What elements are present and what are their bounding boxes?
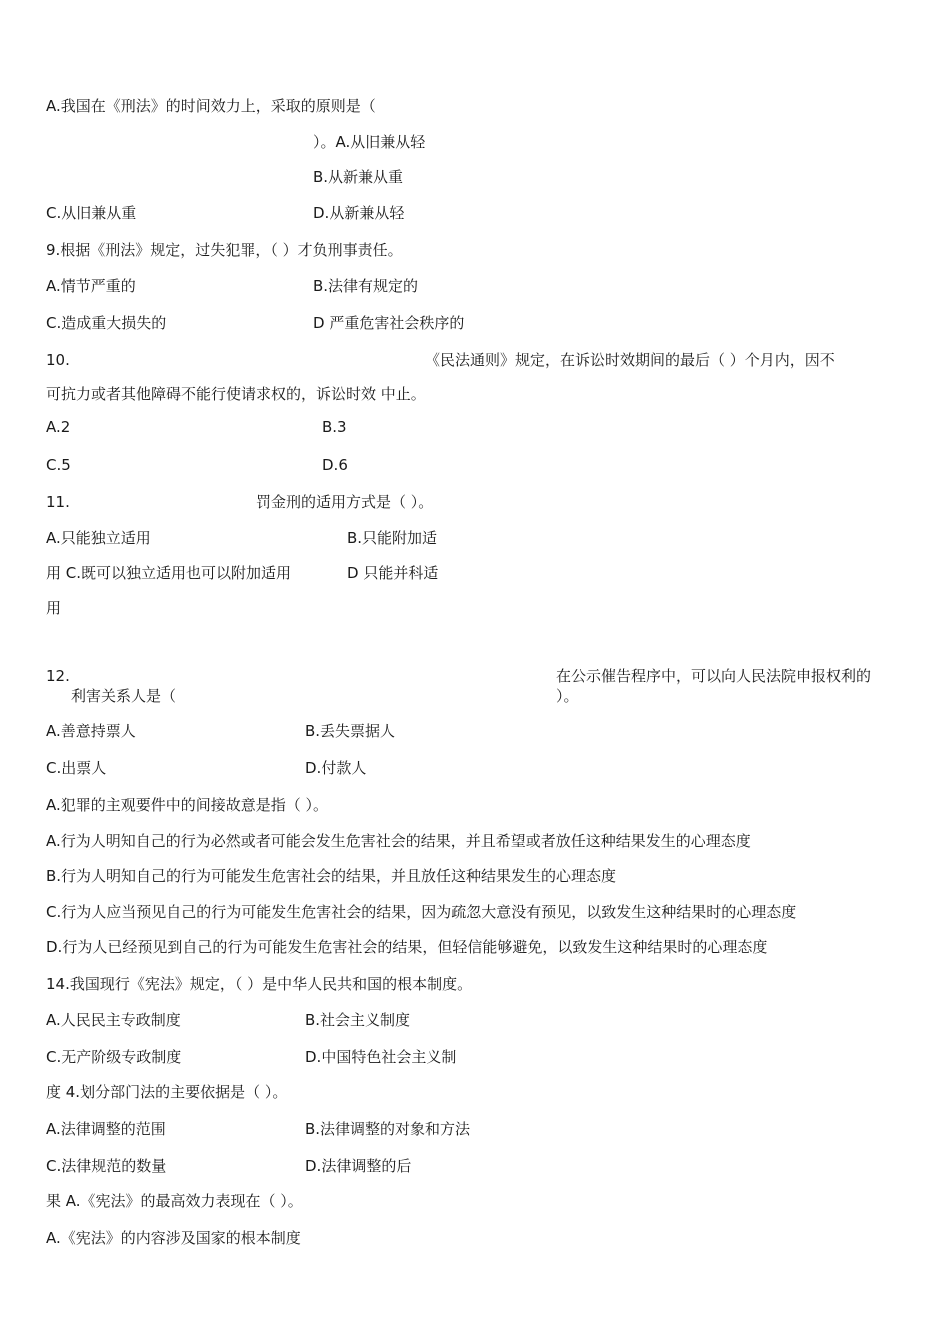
question-12-stem-end: ）。 [556,687,579,705]
question-10-stem-cont: 可抗力或者其他障碍不能行使请求权的，诉讼时效 中止。 [46,385,426,403]
question-14-option-a: A.人民民主专政制度 [46,1011,181,1029]
question-12-option-a: A.善意持票人 [46,722,136,740]
question-11-number: 11. [46,493,70,511]
question-9-option-a: A.情节严重的 [46,277,136,295]
question-8-option-a: ）。A.从旧兼从轻 [313,133,426,151]
question-8-option-b: B.从新兼从重 [313,168,404,186]
question-11-option-c: 用 C.既可以独立适用也可以附加适用 [46,564,292,582]
question-4-option-b: B.法律调整的对象和方法 [305,1120,471,1138]
question-a-option-a: A.《宪法》的内容涉及国家的根本制度 [46,1229,301,1247]
question-12-number: 12. [46,667,70,685]
question-14-option-b: B.社会主义制度 [305,1011,411,1029]
question-9-option-c: C.造成重大损失的 [46,314,167,332]
question-13-option-b: B.行为人明知自己的行为可能发生危害社会的结果，并且放任这种结果发生的心理态度 [46,867,617,885]
question-4-option-a: A.法律调整的范围 [46,1120,166,1138]
question-12-option-d: D.付款人 [305,759,367,777]
question-12-option-c: C.出票人 [46,759,107,777]
question-4-option-d: D.法律调整的后 [305,1157,412,1175]
question-4-option-c: C.法律规范的数量 [46,1157,167,1175]
question-8-stem: A.我国在《刑法》的时间效力上，采取的原则是（ [46,97,376,115]
question-14-option-d: D.中国特色社会主义制 [305,1048,457,1066]
question-8-option-c: C.从旧兼从重 [46,204,137,222]
question-4-stem: 度 4.划分部门法的主要依据是（ ）。 [46,1083,288,1101]
question-9-option-d: D 严重危害社会秩序的 [313,314,465,332]
question-8-option-d: D.从新兼从轻 [313,204,405,222]
question-13-option-d: D.行为人已经预见到自己的行为可能发生危害社会的结果，但轻信能够避免，以致发生这种结果时的心理态度 [46,938,768,956]
question-10-stem: 《民法通则》规定，在诉讼时效期间的最后（ ）个月内，因不 [425,351,835,369]
question-12-stem: 在公示催告程序中，可以向人民法院申报权利的 [556,667,872,685]
question-12-stem-cont: 利害关系人是（ [71,687,177,705]
question-11-option-b: B.只能附加适 [347,529,438,547]
question-10-option-b: B.3 [322,418,347,436]
question-11-wrap: 用 [46,599,62,617]
question-11-option-a: A.只能独立适用 [46,529,151,547]
question-10-number: 10. [46,351,70,369]
question-10-option-a: A.2 [46,418,71,436]
question-10-option-c: C.5 [46,456,71,474]
question-13-option-c: C.行为人应当预见自己的行为可能发生危害社会的结果，因为疏忽大意没有预见，以致发生这种结果时的心理态度 [46,903,797,921]
question-12-option-b: B.丢失票据人 [305,722,396,740]
question-9-stem: 9.根据《刑法》规定，过失犯罪，（ ）才负刑事责任。 [46,241,403,259]
question-11-stem: 罚金刑的适用方式是（ ）。 [256,493,434,511]
question-14-stem: 14.我国现行《宪法》规定，（ ）是中华人民共和国的根本制度。 [46,975,473,993]
question-14-option-c: C.无产阶级专政制度 [46,1048,182,1066]
question-9-option-b: B.法律有规定的 [313,277,419,295]
question-13-option-a: A.行为人明知自己的行为必然或者可能会发生危害社会的结果，并且希望或者放任这种结果发生的心理态度 [46,832,751,850]
question-13-stem: A.犯罪的主观要件中的间接故意是指（ ）。 [46,796,329,814]
question-11-option-d: D 只能并科适 [347,564,439,582]
question-10-option-d: D.6 [322,456,348,474]
question-a-stem: 果 A.《宪法》的最高效力表现在（ ）。 [46,1192,303,1210]
